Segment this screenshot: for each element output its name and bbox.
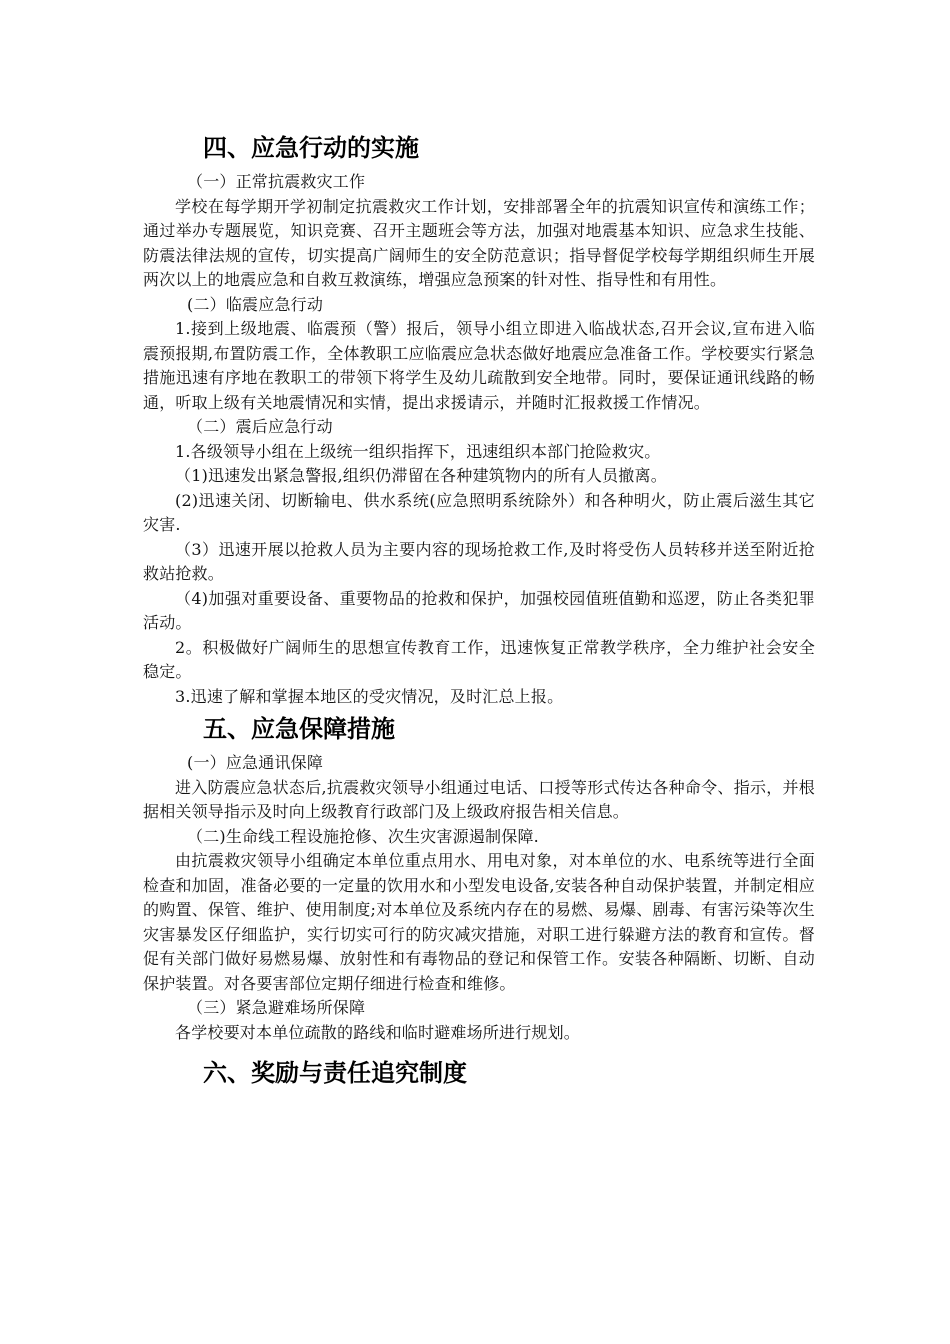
section-5-heading: 五、应急保障措施: [203, 715, 395, 743]
section-6-heading: 六、奖励与责任追究制度: [203, 1059, 467, 1087]
section-4-subheading-2: (二）临震应急行动: [187, 294, 324, 314]
section-4-paragraph-3: 1.各级领导小组在上级统一组织指挥下，迅速组织本部门抢险救灾。: [175, 441, 661, 461]
section-4-paragraph-4: （1)迅速发出紧急警报,组织仍滞留在各种建筑物内的所有人员撤离。: [175, 466, 667, 485]
section-4-subheading-3: （二）震后应急行动: [187, 417, 333, 436]
section-4-paragraph-6: （3）迅速开展以抢救人员为主要内容的现场抢救工作,及时将受伤人员转移并送至附近抢救站抢救。: [143, 539, 815, 583]
section-4-heading: 四、应急行动的实施: [203, 134, 419, 162]
section-4-paragraph-1: 学校在每学期开学初制定抗震救灾工作计划，安排部署全年的抗震知识宣传和演练工作；通过举办专题展览，知识竞赛、召开主题班会等方法，加强对地震基本知识、应急求生技能、防震法律法规的宣传，切实提高广阔师生的安全防范意识；指导督促学校每学期组织师生开展两次以上的地震应急和自救互救演练，增强应急预案的针对性、指导性和有用性。: [143, 196, 815, 289]
section-4-subheading-1: （一）正常抗震救灾工作: [187, 172, 366, 191]
section-5-paragraph-3: 各学校要对本单位疏散的路线和临时避难场所进行规划。: [175, 1022, 581, 1042]
section-4-paragraph-2: 1.接到上级地震、临震预（警）报后，领导小组立即进入临战状态,召开会议,宣布进入临震预报期,布置防震工作，全体教职工应临震应急状态做好地震应急准备工作。学校要实行紧急措施迅速有序地在教职工的带领下将学生及幼儿疏散到安全地带。同时，要保证通讯线路的畅通，听取上级有关地震情况和实情，提出求援请示，并随时汇报救援工作情况。: [143, 319, 815, 412]
document-body: [143, 130, 815, 1095]
section-5-subheading-3: （三）紧急避难场所保障: [187, 998, 366, 1017]
section-4-paragraph-8: 2。积极做好广阔师生的思想宣传教育工作，迅速恢复正常教学秩序，全力维护社会安全稳定。: [143, 637, 815, 681]
section-4-paragraph-5: (2)迅速关闭、切断输电、供水系统(应急照明系统除外）和各种明火，防止震后滋生其它灾害.: [143, 490, 815, 534]
section-5-paragraph-1: 进入防震应急状态后,抗震救灾领导小组通过电话、口授等形式传达各种命令、指示，并根据相关领导指示及时向上级教育行政部门及上级政府报告相关信息。: [143, 777, 815, 821]
section-5-paragraph-2: 由抗震救灾领导小组确定本单位重点用水、用电对象，对本单位的水、电系统等进行全面检查和加固，准备必要的一定量的饮用水和小型发电设备,安装各种自动保护装置，并制定相应的购置、保管、维护、使用制度;对本单位及系统内存在的易燃、易爆、剧毒、有害污染等次生灾害暴发区仔细监护，实行切实可行的防灾减灾措施，对职工进行躲避方法的教育和宣传。督促有关部门做好易燃易爆、放射性和有毒物品的登记和保管工作。安装各种隔断、切断、自动保护装置。对各要害部位定期仔细进行检查和维修。: [143, 851, 815, 993]
section-4-paragraph-9: 3.迅速了解和掌握本地区的受灾情况，及时汇总上报。: [175, 686, 564, 706]
section-5-subheading-1: (一）应急通讯保障: [187, 753, 324, 772]
section-4-paragraph-7: （4)加强对重要设备、重要物品的抢救和保护，加强校园值班值勤和巡逻，防止各类犯罪活动。: [143, 588, 815, 632]
section-5-subheading-2: （二)生命线工程设施抢修、次生灾害源遏制保障.: [187, 826, 539, 846]
